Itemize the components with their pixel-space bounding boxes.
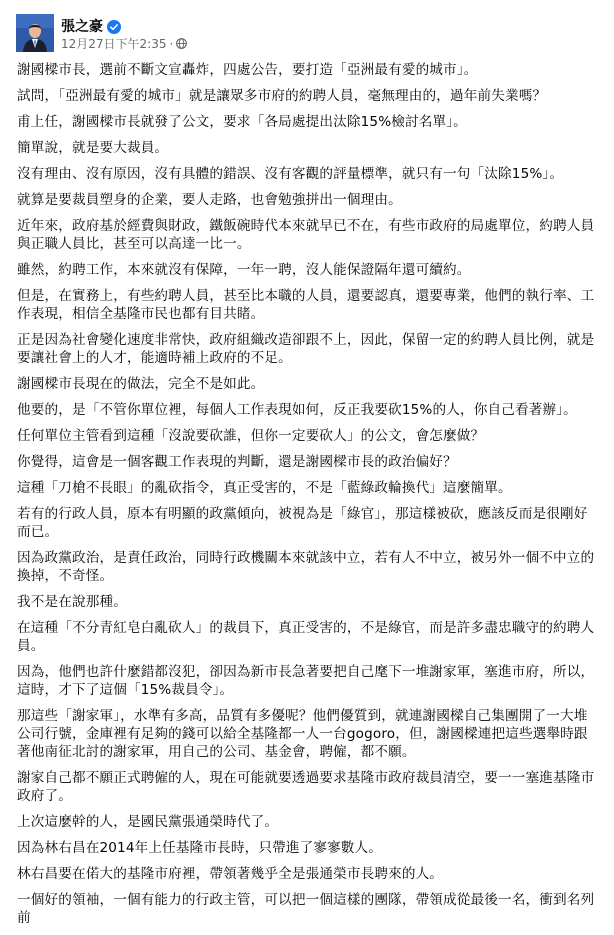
post-paragraph: 林右昌要在偌大的基隆市府裡，帶領著幾乎全是張通榮市長聘來的人。	[17, 866, 444, 882]
post-paragraph: 他要的，是「不管你單位裡，每個人工作表現如何，反正我要砍15%的人，你自己看著辦」。	[17, 402, 577, 418]
post-paragraph: 就算是要裁員塑身的企業，要人走路，也會勉強拼出一個理由。	[17, 192, 402, 208]
post-paragraph: 在這種「不分青紅皂白亂砍人」的裁員下，真正受害的，不是綠官，而是許多盡忠職守的約聘人員。	[17, 620, 595, 654]
post-paragraph: 因為林右昌在2014年上任基隆市長時，只帶進了寥寥數人。	[17, 840, 383, 856]
post-paragraph: 試問，「亞洲最有愛的城市」就是讓眾多市府的約聘人員，毫無理由的，過年前失業嗎？	[17, 88, 547, 104]
post-paragraph: 簡單說，就是要大裁員。	[17, 140, 169, 156]
verified-badge-icon	[107, 19, 121, 33]
post-paragraph: 謝家自己都不願正式聘僱的人，現在可能就要透過要求基隆市政府裁員清空，要一一塞進基隆市政府了。	[17, 770, 595, 804]
post-paragraph: 這種「刀槍不長眼」的亂砍指令，真正受害的，不是「藍綠政輪換代」這麼簡單。	[17, 480, 512, 496]
post-paragraph: 你覺得，這會是一個客觀工作表現的判斷，還是謝國樑市長的政治偏好？	[17, 454, 457, 470]
post-body	[17, 61, 601, 935]
post-paragraph: 一個好的領袖，一個有能力的行政主管，可以把一個這樣的團隊，帶領成從最後一名，衝到名列前	[17, 892, 595, 926]
post-paragraph: 正是因為社會變化速度非常快，政府組織改造卻跟不上，因此，保留一定的約聘人員比例，就是要讓社會上的人才，能適時補上政府的不足。	[17, 332, 595, 366]
post-paragraph: 近年來，政府基於經費與財政，鐵飯碗時代本來就早已不在，有些市政府的局處單位，約聘人員與正職人員比，甚至可以高達一比一。	[17, 218, 595, 252]
post-timestamp[interactable]: 12月27日下午2:35	[61, 37, 167, 51]
post-paragraph: 任何單位主管看到這種「沒說要砍誰，但你一定要砍人」的公文，會怎麼做？	[17, 428, 485, 444]
author-avatar[interactable]	[16, 14, 54, 52]
post-paragraph: 我不是在說那種。	[17, 594, 127, 610]
post-paragraph: 沒有理由、沒有原因，沒有具體的錯誤、沒有客觀的評量標準，就只有一句「汰除15%」。	[17, 166, 564, 182]
post-paragraph: 上次這麼幹的人，是國民黨張通榮時代了。	[17, 814, 279, 830]
post-paragraph: 因為政黨政治，是責任政治，同時行政機關本來就該中立，若有人不中立，被另外一個不中立的換掉，不奇怪。	[17, 550, 595, 584]
post-paragraph: 但是，在實務上，有些約聘人員，甚至比本職的人員，還要認真，還要專業，他們的執行率、工作表現，相信全基隆市民也都有目共睹。	[17, 288, 595, 322]
post-paragraph: 因為，他們也許什麼錯都沒犯，卻因為新市長急著要把自己麾下一堆謝家軍，塞進市府，所以，這時，才下了這個「15%裁員令」。	[17, 664, 595, 698]
avatar-portrait-icon	[16, 14, 54, 52]
author-row	[61, 16, 121, 36]
meta-separator: ·	[169, 36, 174, 51]
post-paragraph: 甫上任，謝國樑市長就發了公文，要求「各局處提出汰除15%檢討名單」。	[17, 114, 467, 130]
post-paragraph: 那這些「謝家軍」，水準有多高，品質有多優呢？他們優質到，就連謝國樑自己集團開了一大堆公司行號，金庫裡有足夠的錢可以給全基隆都一人一台gogoro，但，謝國樑連把這些選舉時跟著他南征北討的謝家軍，用自己的公司、基金會，聘僱，都不願。	[17, 708, 588, 760]
post-meta	[61, 35, 187, 52]
post-paragraph: 若有的行政人員，原本有明顯的政黨傾向，被視為是「綠官」，那這樣被砍，應該反而是很剛好而已。	[17, 506, 588, 540]
author-name[interactable]: 張之豪	[61, 19, 103, 35]
post-paragraph: 謝國樑市長，選前不斷文宣轟炸，四處公告，要打造「亞洲最有愛的城市」。	[17, 62, 478, 78]
post-paragraph: 謝國樑市長現在的做法，完全不是如此。	[17, 376, 265, 392]
globe-icon[interactable]	[176, 38, 187, 49]
post-paragraph: 雖然，約聘工作，本來就沒有保障，一年一聘，沒人能保證隔年還可續約。	[17, 262, 471, 278]
